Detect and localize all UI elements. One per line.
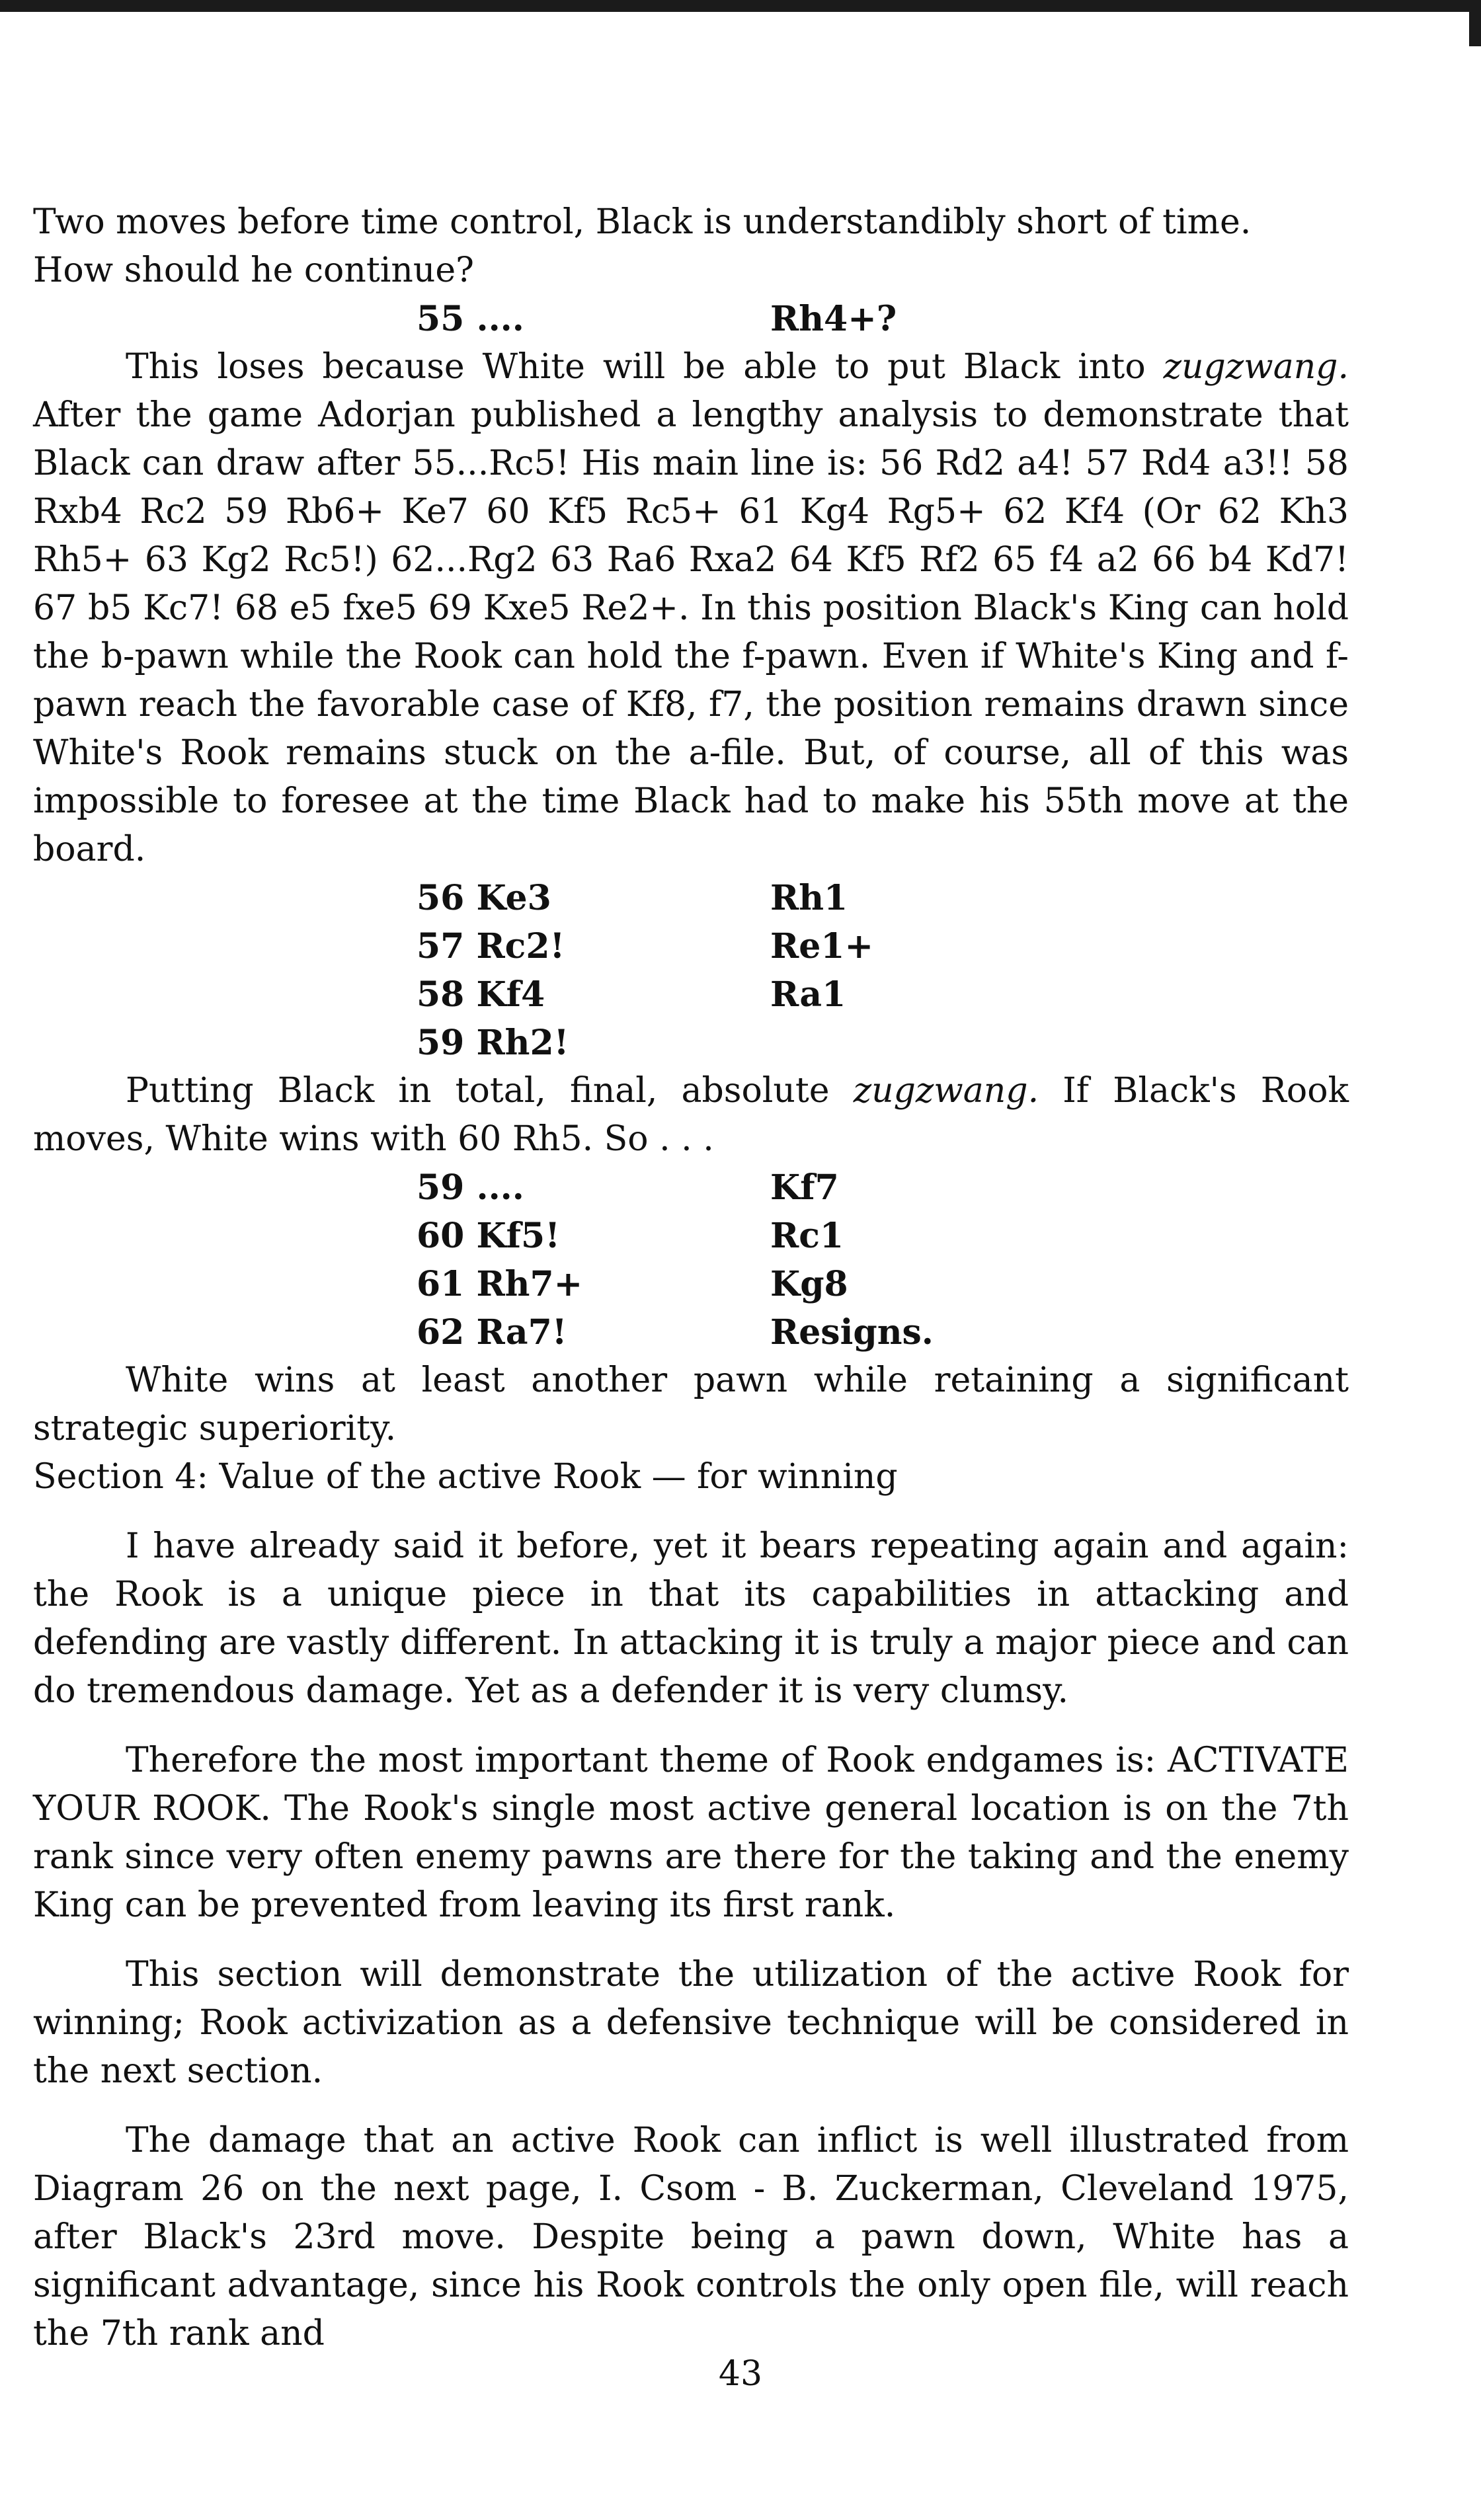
move-list-a	[33, 874, 1349, 1067]
intro-line-2: How should he continue?	[33, 251, 474, 290]
analysis-text-2: After the game Adorjan published a lengthy analysis to demonstrate that Black can draw after 55...Rc5! His main line is: 56 Rd2 a4! 57 Rd4 a3!! 58 Rxb4 Rc2 59 Rb6+ Ke7 60 Kf5 Rc5+ 61 Kg4 Rg5+ 62 Kf4 (Or 62 Kh3 Rh5+ 63 Kg2 Rc5!) 62...Rg2 63 Ra6 Rxa2 64 Kf5 Rf2 65 f4 a2 66 b4 Kd7! 67 b5 Kc7! 68 e5 fxe5 69 Kxe5 Re2+. In this position Black's King can hold the b-pawn while the Rook can hold the f-pawn. Even if White's King and f-pawn reach the favorable case of Kf8, f7, the position remains drawn since White's Rook remains stuck on the a-file. But, of course, all of this was impossible to foresee at the time Black had to make his 55th move at the board.	[33, 395, 1349, 869]
black-move: Kf7	[770, 1167, 839, 1208]
section-paragraph-2: Therefore the most important theme of Rook endgames is: ACTIVATE YOUR ROOK. The Rook's single most active general location is on the 7th rank since very often enemy pawns are there for the taking and the enemy King can be prevented from leaving its first rank.	[33, 1741, 1349, 1925]
move-55	[33, 295, 1349, 343]
white-move: 59 Rh2!	[417, 1023, 569, 1063]
zugzwang-emphasis: zugzwang.	[853, 1071, 1039, 1111]
move-row	[33, 1212, 1349, 1260]
white-move: 56 Ke3	[417, 878, 551, 918]
black-move: Rh4+?	[770, 299, 897, 339]
move-row	[33, 1308, 1349, 1357]
black-move: Kg8	[770, 1264, 848, 1304]
white-move: 55 ....	[417, 299, 524, 339]
black-move: Rh1	[770, 878, 848, 918]
scan-corner-mark	[1469, 0, 1481, 46]
move-row	[33, 970, 1349, 1019]
white-move: 61 Rh7+	[417, 1264, 583, 1304]
section-paragraph-1: I have already said it before, yet it bears repeating again and again: the Rook is a unique piece in that its capabilities in attacking and defending are vastly different. In attacking it is truly a major piece and can do tremendous damage. Yet as a defender it is very clumsy.	[33, 1526, 1349, 1711]
conclusion-paragraph: White wins at least another pawn while retaining a significant strategic superiority.	[33, 1360, 1349, 1448]
zugzwang-text-2: If Black's Rook moves, White wins with 60 Rh5. So . . .	[33, 1071, 1349, 1159]
move-row	[33, 922, 1349, 970]
analysis-emphasis: zugzwang.	[1163, 347, 1349, 387]
section-paragraph-4: The damage that an active Rook can inflict is well illustrated from Diagram 26 on the next page, I. Csom - B. Zuckerman, Cleveland 1975, after Black's 23rd move. Despite being a pawn down, White has a significant advantage, since his Rook controls the only open file, will reach the 7th rank and	[33, 2121, 1349, 2353]
page-number: 43	[718, 2354, 763, 2394]
move-row	[33, 1260, 1349, 1308]
intro-paragraph	[33, 198, 1349, 295]
black-move: Ra1	[770, 974, 846, 1015]
white-move: 60 Kf5!	[417, 1216, 561, 1256]
black-move: Resigns.	[770, 1312, 934, 1353]
black-move: Re1+	[770, 926, 874, 966]
move-row	[33, 1163, 1349, 1212]
move-row	[33, 295, 1349, 343]
scan-top-edge	[0, 0, 1481, 12]
move-list-b	[33, 1163, 1349, 1357]
section-paragraph-3: This section will demonstrate the utilization of the active Rook for winning; Rook activization as a defensive technique will be considered in the next section.	[33, 1955, 1349, 2091]
analysis-text-1: This loses because White will be able to put Black into	[126, 347, 1164, 387]
zugzwang-paragraph	[33, 1067, 1349, 1163]
white-move: 58 Kf4	[417, 974, 545, 1015]
black-move: Rc1	[770, 1216, 844, 1256]
move-row	[33, 1019, 1349, 1067]
white-move: 57 Rc2!	[417, 926, 565, 966]
white-move: 59 ....	[417, 1167, 524, 1208]
page-body	[33, 198, 1349, 2358]
analysis-paragraph	[33, 343, 1349, 874]
white-move: 62 Ra7!	[417, 1312, 567, 1353]
move-row	[33, 874, 1349, 922]
intro-line-1: Two moves before time control, Black is understandibly short of time.	[33, 202, 1252, 242]
section-heading: Section 4: Value of the active Rook — for winning	[33, 1457, 898, 1497]
zugzwang-text-1: Putting Black in total, final, absolute	[126, 1071, 854, 1111]
